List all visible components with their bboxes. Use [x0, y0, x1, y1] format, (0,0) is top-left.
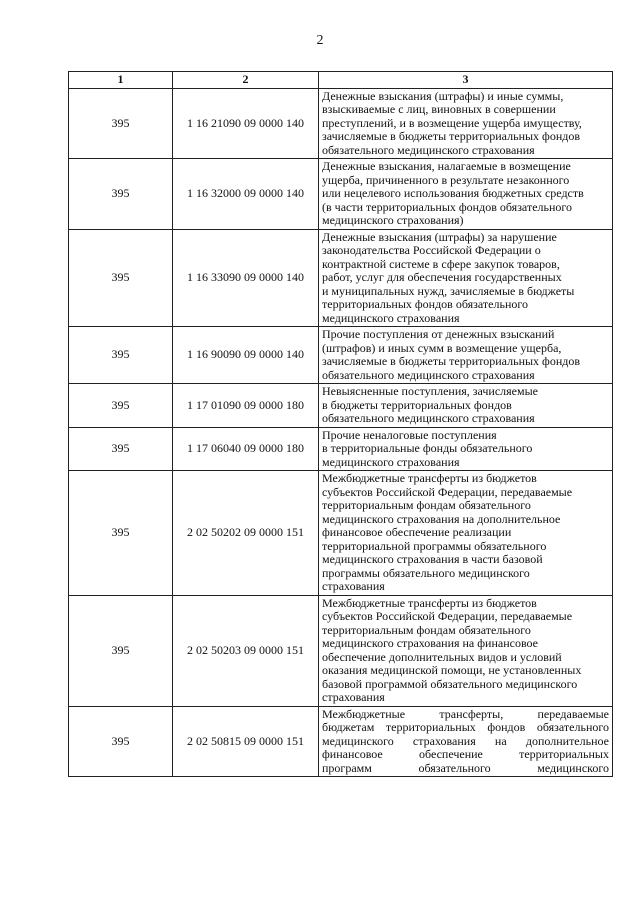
page-number: 2 [316, 33, 324, 48]
table-body [69, 88, 613, 777]
description-line: (штрафов) и иных сумм в возмещение ущерба, [322, 340, 562, 355]
description-line: финансовое обеспечение реализации [322, 525, 512, 539]
description-line: Денежные взыскания, налагаемые в возмещение [322, 159, 571, 173]
administrator-code: 395 [69, 471, 173, 596]
description-line: зачисляемые в бюджеты территориальных фондов [322, 129, 581, 143]
table-row [69, 384, 613, 428]
description-line: законодательства Российской Федерации о [322, 243, 541, 257]
revenue-description [319, 384, 613, 428]
description-line: финансовое обеспечение территориальных [322, 747, 609, 761]
description-line: обязательного медицинского страхования [322, 367, 535, 382]
description-line: территориальной программы обязательного [322, 538, 547, 553]
table-header [69, 72, 613, 89]
description-line: территориальным фондам обязательного [322, 498, 531, 512]
budget-classification-code: 1 16 90090 09 0000 140 [173, 327, 319, 384]
table-row [69, 229, 613, 327]
description-line: контрактной системе в сфере закупок товаров, [322, 256, 560, 271]
description-line: бюджетам территориальных фондов обязательного [322, 720, 609, 734]
description-line: Межбюджетные трансферты из бюджетов [322, 595, 537, 610]
administrator-code: 395 [69, 88, 173, 159]
description-line: медицинского страхования) [322, 213, 464, 227]
description-line: взыскиваемые с лиц, виновных в совершении [322, 102, 556, 116]
administrator-code: 395 [69, 427, 173, 471]
administrator-code: 395 [69, 706, 173, 777]
revenue-description [319, 427, 613, 471]
table-row [69, 327, 613, 384]
table-row [69, 595, 613, 706]
description-line: территориальным фондам обязательного [322, 622, 531, 637]
description-line: работ, услуг для обеспечения государственных [322, 270, 562, 284]
revenue-description [319, 471, 613, 596]
description-line: субъектов Российской Федерации, передаваемые [322, 484, 573, 499]
description-line: медицинского страхования на дополнительное [322, 733, 609, 748]
description-line: в территориальные фонды обязательного [322, 441, 533, 455]
revenue-codes-table [68, 71, 613, 777]
description-line: территориальных фондов обязательного [322, 297, 529, 311]
budget-classification-code: 1 16 32000 09 0000 140 [173, 159, 319, 230]
description-line: базовой программой обязательного медицинского [322, 676, 578, 691]
budget-classification-code: 1 16 33090 09 0000 140 [173, 229, 319, 327]
description-line: обязательного медицинского страхования [322, 142, 535, 157]
administrator-code: 395 [69, 327, 173, 384]
description-line: или нецелевого использования бюджетных средств [322, 186, 584, 200]
description-line: страхования [322, 579, 385, 593]
description-line: программы обязательного медицинского [322, 565, 530, 580]
description-line: в бюджеты территориальных фондов [322, 397, 512, 412]
budget-classification-code: 1 17 06040 09 0000 180 [173, 427, 319, 471]
table-row [69, 88, 613, 159]
revenue-description [319, 229, 613, 327]
description-line: субъектов Российской Федерации, передаваемые [322, 609, 573, 623]
table-row [69, 159, 613, 230]
description-line: преступлений, и в возмещение ущерба имуществу, [322, 115, 582, 130]
budget-classification-code: 2 02 50202 09 0000 151 [173, 471, 319, 596]
administrator-code: 395 [69, 595, 173, 706]
description-line: обеспечение дополнительных видов и условий [322, 649, 562, 664]
header-row [69, 72, 613, 89]
description-line: медицинского страхования [322, 454, 460, 469]
description-line: медицинского страхования [322, 310, 460, 325]
description-line: медицинского страхования в части базовой [322, 552, 543, 566]
description-line: ущерба, причиненного в результате незаконного [322, 172, 570, 187]
description-line: (в части территориальных фондов обязательного [322, 199, 573, 214]
description-line: Денежные взыскания (штрафы) и иные суммы, [322, 88, 564, 103]
description-line: медицинского страхования на дополнительное [322, 511, 561, 526]
description-line: Прочие поступления от денежных взысканий [322, 327, 555, 341]
column-header-2: 2 [173, 72, 319, 89]
administrator-code: 395 [69, 159, 173, 230]
administrator-code: 395 [69, 229, 173, 327]
budget-classification-code: 1 16 21090 09 0000 140 [173, 88, 319, 159]
description-line: Межбюджетные трансферты из бюджетов [322, 471, 537, 485]
budget-classification-code: 2 02 50815 09 0000 151 [173, 706, 319, 777]
description-line: Денежные взыскания (штрафы) за нарушение [322, 229, 557, 244]
description-line: страхования [322, 690, 385, 704]
description-line: Невыясненные поступления, зачисляемые [322, 384, 538, 398]
column-header-1: 1 [69, 72, 173, 89]
description-line: и муниципальных нужд, зачисляемые в бюджеты [322, 283, 575, 298]
revenue-description [319, 327, 613, 384]
budget-classification-code: 1 17 01090 09 0000 180 [173, 384, 319, 428]
description-line: оказания медицинской помощи, не установленных [322, 663, 582, 677]
column-header-3: 3 [319, 72, 613, 89]
revenue-description [319, 88, 613, 159]
revenue-description [319, 595, 613, 706]
table-row [69, 706, 613, 777]
description-line: программ обязательного медицинского [322, 760, 609, 775]
revenue-description [319, 706, 613, 777]
description-line: зачисляемые в бюджеты территориальных фондов [322, 354, 581, 368]
description-line: медицинского страхования на финансовое [322, 636, 539, 650]
description-line: Межбюджетные трансферты, передаваемые [322, 706, 609, 721]
budget-classification-code: 2 02 50203 09 0000 151 [173, 595, 319, 706]
description-line: Прочие неналоговые поступления [322, 427, 497, 442]
revenue-description [319, 159, 613, 230]
table-row [69, 427, 613, 471]
administrator-code: 395 [69, 384, 173, 428]
table-row [69, 471, 613, 596]
description-line: обязательного медицинского страхования [322, 411, 535, 425]
